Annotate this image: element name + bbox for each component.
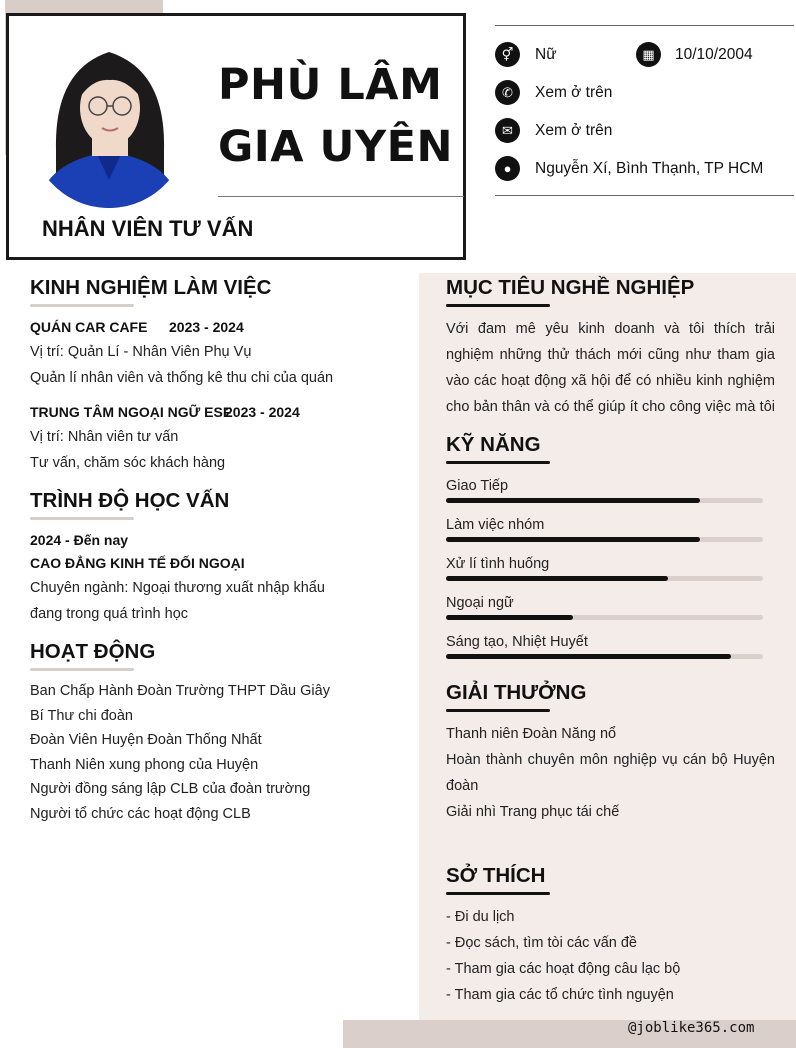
name-line-1: PHÙ LÂM <box>218 60 443 110</box>
objective-heading: MỤC TIÊU NGHỀ NGHIỆP <box>446 276 695 299</box>
hobby-item: - Đi du lịch <box>446 909 515 925</box>
education-period: 2024 - Đến nay <box>30 532 129 548</box>
skills-heading-underline <box>446 461 550 464</box>
skill-bar-fill <box>446 576 668 581</box>
job-2-period: 2023 - 2024 <box>225 404 300 420</box>
job-2-desc: Tư vấn, chăm sóc khách hàng <box>30 455 226 471</box>
name-line-2: GIA UYÊN <box>218 122 453 172</box>
activity-item: Người đồng sáng lập CLB của đoàn trường <box>30 781 311 797</box>
location-pin-icon: ● <box>495 156 520 181</box>
award-item: Giải nhì Trang phục tái chế <box>446 804 620 820</box>
education-school: CAO ĐẲNG KINH TẾ ĐỐI NGOẠI <box>30 555 245 571</box>
skill-bar-fill <box>446 615 573 620</box>
awards-heading: GIẢI THƯỞNG <box>446 681 587 704</box>
hobbies-heading-underline <box>446 892 550 895</box>
email-icon: ✉ <box>495 118 520 143</box>
education-major: Chuyên ngành: Ngoại thương xuất nhập khẩu <box>30 580 325 596</box>
job-1-desc: Quản lí nhân viên và thống kê thu chi của quán <box>30 370 334 386</box>
skill-bar-track <box>446 498 763 503</box>
award-item: Thanh niên Đoàn Năng nổ <box>446 726 617 742</box>
activities-heading-underline <box>30 668 134 671</box>
hobby-item: - Tham gia các tổ chức tình nguyện <box>446 987 674 1003</box>
award-item: Hoàn thành chuyên môn nghiệp vụ cán bộ Huyện đoàn <box>446 752 775 794</box>
skill-bar-fill <box>446 537 700 542</box>
info-divider-top <box>495 25 794 26</box>
activity-item: Người tổ chức các hoạt động CLB <box>30 806 251 822</box>
job-1-period: 2023 - 2024 <box>169 319 244 335</box>
activity-item: Ban Chấp Hành Đoàn Trường THPT Dầu Giây <box>30 683 330 699</box>
skill-bar-track <box>446 654 763 659</box>
education-status: đang trong quá trình học <box>30 606 189 622</box>
skill-bar-fill <box>446 498 700 503</box>
job-2-company: TRUNG TÂM NGOẠI NGỮ ESF <box>30 404 232 420</box>
full-name <box>218 54 453 178</box>
skill-bar-fill <box>446 654 731 659</box>
job-1-company: QUÁN CAR CAFE <box>30 319 148 335</box>
profile-photo <box>26 30 192 208</box>
info-divider-bottom <box>495 195 794 196</box>
experience-heading-underline <box>30 304 134 307</box>
skills-heading: KỸ NĂNG <box>446 433 541 456</box>
job-title: NHÂN VIÊN TƯ VẤN <box>42 216 254 241</box>
calendar-icon: ▦ <box>636 42 661 67</box>
activity-item: Đoàn Viên Huyện Đoàn Thống Nhất <box>30 732 262 748</box>
gender-icon: ⚥ <box>495 42 520 67</box>
address-value: Nguyễn Xí, Bình Thạnh, TP HCM <box>535 160 764 177</box>
skill-name: Giao Tiếp <box>446 478 509 494</box>
education-heading: TRÌNH ĐỘ HỌC VẤN <box>30 489 230 512</box>
name-divider <box>218 196 464 197</box>
skill-bar-track <box>446 615 763 620</box>
skill-name: Làm việc nhóm <box>446 517 545 533</box>
phone-icon: ✆ <box>495 80 520 105</box>
birthdate-value: 10/10/2004 <box>675 46 753 63</box>
hobbies-heading: SỞ THÍCH <box>446 864 546 887</box>
skill-name: Ngoại ngữ <box>446 595 514 611</box>
awards-heading-underline <box>446 709 550 712</box>
hobby-item: - Tham gia các hoạt động câu lạc bộ <box>446 961 681 977</box>
objective-heading-underline <box>446 304 550 307</box>
watermark: @joblike365.com <box>628 1020 755 1036</box>
activity-item: Thanh Niên xung phong của Huyện <box>30 757 259 773</box>
gender-value: Nữ <box>535 46 557 63</box>
job-2-position: Vị trí: Nhân viên tư vấn <box>30 429 179 445</box>
experience-heading: KINH NGHIỆM LÀM VIỆC <box>30 276 272 299</box>
skill-name: Sáng tạo, Nhiệt Huyết <box>446 634 588 650</box>
objective-text: Với đam mê yêu kinh doanh và tôi thích trải nghiệm những thử thách mới cũng như tham gia vào các hoạt động xã hội để có nhiều kinh nghiệm cho bản thân và có thể giúp ít cho công việc mà tôi <box>446 321 775 415</box>
skill-bar-track <box>446 537 763 542</box>
skill-bar-track <box>446 576 763 581</box>
activity-item: Bí Thư chi đoàn <box>30 708 133 724</box>
job-1-position: Vị trí: Quản Lí - Nhân Viên Phụ Vụ <box>30 344 252 360</box>
email-value: Xem ở trên <box>535 122 613 139</box>
activities-heading: HOẠT ĐỘNG <box>30 640 156 663</box>
skill-name: Xử lí tình huống <box>446 556 550 572</box>
phone-value: Xem ở trên <box>535 84 613 101</box>
hobby-item: - Đọc sách, tìm tòi các vấn đề <box>446 935 637 951</box>
education-heading-underline <box>30 517 134 520</box>
